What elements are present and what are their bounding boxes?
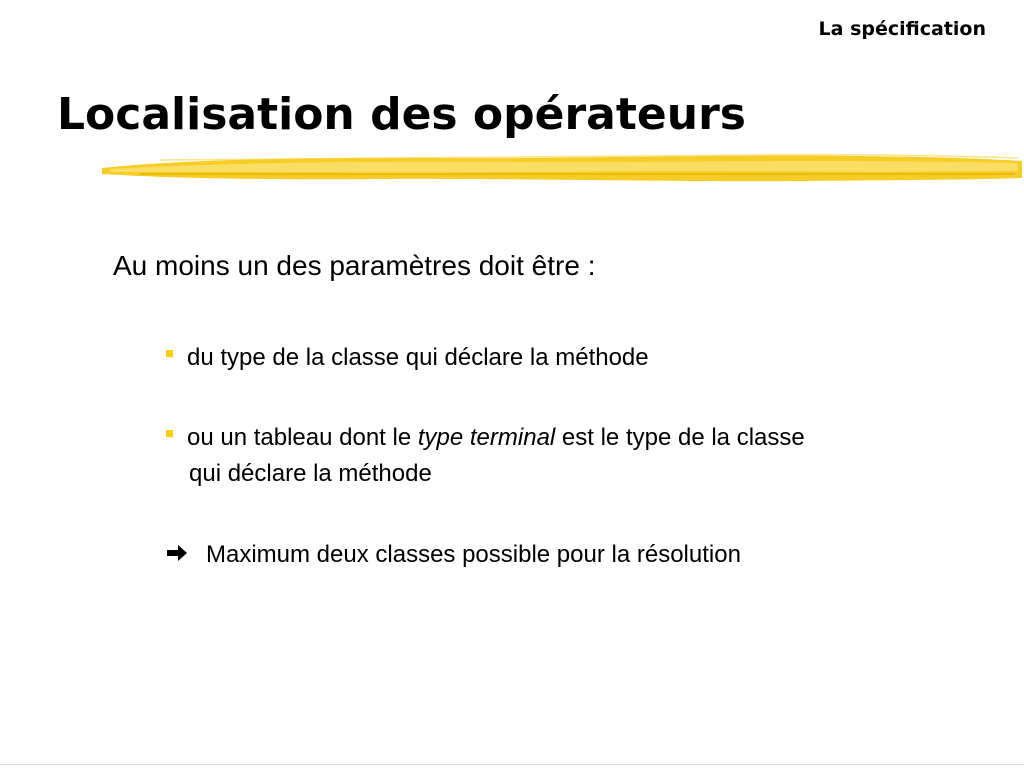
bullet-item-2-emphasis: type terminal [417,424,556,451]
right-arrow-icon [166,544,188,562]
square-bullet-icon [166,430,173,437]
bullet-item-1-text: du type de la classe qui déclare la méthode [187,344,649,371]
slide-title: Localisation des opérateurs [57,89,746,140]
bullet-item-2-after: est le type de la classe [555,424,805,451]
bullet-item-2 [166,420,805,456]
footer-divider [0,764,1024,765]
bullet-item-1 [166,340,649,376]
section-label: La spécification [818,18,986,40]
bullet-item-2-continuation: qui déclare la méthode [189,460,432,487]
conclusion-line [166,537,741,573]
highlighter-stroke [100,148,1024,188]
conclusion-text: Maximum deux classes possible pour la résolution [206,541,741,568]
bullet-item-2-before: ou un tableau dont le [187,424,418,451]
intro-text: Au moins un des paramètres doit être : [113,250,596,281]
square-bullet-icon [166,350,173,357]
